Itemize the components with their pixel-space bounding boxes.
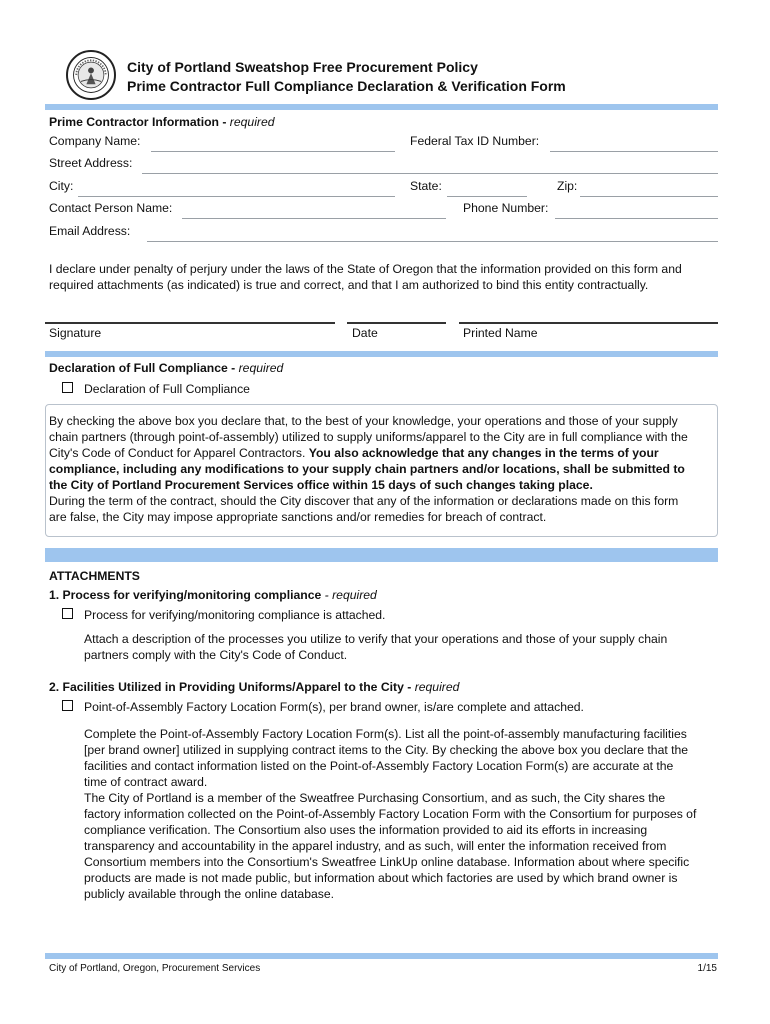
contractor-info-heading: Prime Contractor Information - required xyxy=(49,115,275,129)
city-seal-icon xyxy=(66,50,116,100)
section-divider xyxy=(45,548,718,562)
contact-person-label: Contact Person Name: xyxy=(49,201,173,215)
process-attached-checkbox-label: Process for verifying/monitoring compliance is attached. xyxy=(84,608,386,622)
date-field[interactable] xyxy=(347,322,446,324)
footer-agency: City of Portland, Oregon, Procurement Services xyxy=(49,963,261,974)
page-number: 1/15 xyxy=(697,963,717,974)
footer-divider xyxy=(45,953,718,959)
printed-name-field[interactable] xyxy=(459,322,718,324)
signature-label: Signature xyxy=(49,326,102,340)
attachment2-heading: 2. Facilities Utilized in Providing Uniforms/Apparel to the City - required xyxy=(49,680,460,694)
full-compliance-checkbox-label: Declaration of Full Compliance xyxy=(84,382,250,396)
company-name-field[interactable] xyxy=(151,151,395,152)
tax-id-label: Federal Tax ID Number: xyxy=(410,134,540,148)
date-label: Date xyxy=(352,326,378,340)
email-label: Email Address: xyxy=(49,224,131,238)
section-divider xyxy=(45,104,718,110)
state-label: State: xyxy=(410,179,442,193)
city-label: City: xyxy=(49,179,74,193)
city-field[interactable] xyxy=(78,196,395,197)
attachments-heading: ATTACHMENTS xyxy=(49,569,140,583)
attachment1-heading: 1. Process for verifying/monitoring compliance - required xyxy=(49,588,377,602)
tax-id-field[interactable] xyxy=(550,151,718,152)
zip-field[interactable] xyxy=(580,196,718,197)
state-field[interactable] xyxy=(447,196,527,197)
attachment1-description: Attach a description of the processes you utilize to verify that your operations and those of your supply chain partners comply with the City's Code of Conduct. xyxy=(84,632,668,662)
company-name-label: Company Name: xyxy=(49,134,141,148)
full-compliance-heading: Declaration of Full Compliance - required xyxy=(49,361,284,375)
factory-forms-checkbox[interactable] xyxy=(62,700,73,711)
contact-person-field[interactable] xyxy=(182,218,446,219)
signature-field[interactable] xyxy=(45,322,335,324)
declaration-text-line2: required attachments (as indicated) is true and correct, and that I am authorized to bind this entity contractually. xyxy=(49,278,649,292)
full-compliance-paragraph: By checking the above box you declare that, to the best of your knowledge, your operations and those of your supply chain partners (through point-of-assembly) utilized to supply uniforms/apparel to the City are in full compliance with the City's Code of Conduct for Apparel Contractors. You also acknowledge that any changes in the terms of your compliance, including any modifications to your supply chain partners and/or locations, shall be submitted to the City of Portland Procurement Services office within 15 days of such changes taking place. During the term of the contract, should the City discover that any of the information or declarations made on this form are false, the City may impose appropriate sanctions and/or remedies for breach of contract. xyxy=(49,414,688,524)
phone-label: Phone Number: xyxy=(463,201,549,215)
form-title-line1: City of Portland Sweatshop Free Procurement Policy xyxy=(127,59,478,75)
email-field[interactable] xyxy=(147,241,718,242)
factory-forms-checkbox-label: Point-of-Assembly Factory Location Form(s), per brand owner, is/are complete and attached. xyxy=(84,700,584,714)
full-compliance-checkbox[interactable] xyxy=(62,382,73,393)
section-divider xyxy=(45,351,718,357)
printed-name-label: Printed Name xyxy=(463,326,538,340)
process-attached-checkbox[interactable] xyxy=(62,608,73,619)
street-address-field[interactable] xyxy=(142,173,718,174)
street-address-label: Street Address: xyxy=(49,156,133,170)
phone-field[interactable] xyxy=(555,218,718,219)
form-title-line2: Prime Contractor Full Compliance Declaration & Verification Form xyxy=(127,78,566,94)
zip-label: Zip: xyxy=(557,179,578,193)
declaration-text-line1: I declare under penalty of perjury under the laws of the State of Oregon that the information provided on this form and xyxy=(49,262,682,276)
attachment2-description: Complete the Point-of-Assembly Factory Location Form(s). List all the point-of-assembly manufacturing facilities [per brand owner] utilized in supplying contract items to the City. By checking the above box you declare that the facilities and contact information listed on the Point-of-Assembly Factory Location Form(s) are accurate at the time of contract award. The City of Portland is a member of the Sweatfree Purchasing Consortium, and as such, the City shares the factory information collected on the Point-of-Assembly Factory Location Form with the Consortium for purposes of compliance verification. The Consortium also uses the information provided to aid its efforts in increasing transparency and accountability in the apparel industry, and as such, will enter the information received from Consortium members into the Consortium's Sweatfree LinkUp online database. Information about where specific products are made is not made public, but information about which factories are used by which brand owner is publicly available through the online database. xyxy=(84,727,697,901)
